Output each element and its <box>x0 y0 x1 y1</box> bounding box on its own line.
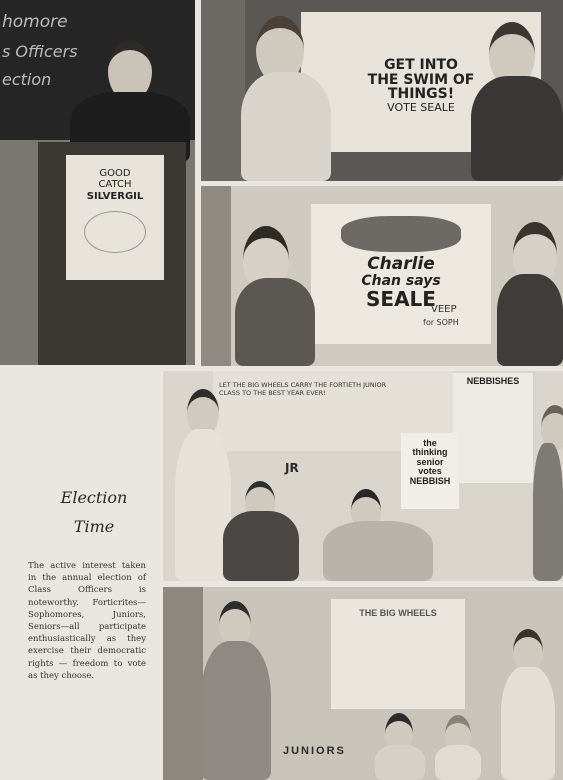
poster-line-get-into: GET INTO <box>384 57 458 73</box>
poster-side-for-soph: for SOPH <box>423 318 459 327</box>
girl-left-body <box>235 278 315 366</box>
nebbish-line-the: the <box>423 438 437 448</box>
caption-body: The active interest taken in the annual election of Class Officers is noteworthy. Forticrites—Sophomores, Juniors, Seniors—all participate enthusiastically as they exercise their democratic rights — freedom to vote as they choose. <box>28 561 146 681</box>
poster-line-silvergil: SILVERGIL <box>86 191 144 202</box>
girl-left-body <box>241 72 331 181</box>
caption-title-election: Election <box>60 488 128 507</box>
poster-side-veep: VEEP <box>431 304 457 315</box>
poster-line-charlie: Charlie <box>367 254 435 274</box>
nebbish-line-nebbish: NEBBISH <box>409 475 451 486</box>
girl-right-body <box>501 667 555 780</box>
boy-body <box>201 641 271 780</box>
girl-left-body <box>375 745 425 780</box>
big-wheels-title: THE BIG WHEELS <box>359 608 437 618</box>
charlie-chan-poster <box>311 204 491 344</box>
jr-badge: JR <box>285 461 299 475</box>
poster-line-seale: SEALE <box>366 286 436 311</box>
poster-line-good: GOOD <box>99 168 131 179</box>
nebbishes-poster <box>453 373 533 483</box>
photo-big-wheels <box>163 587 563 780</box>
nebbish-line-thinking: thinking <box>412 447 448 458</box>
nebbish-line-senior: senior <box>416 456 444 467</box>
nebbish-line-votes: votes <box>418 466 442 477</box>
photo-podium <box>0 0 195 365</box>
chalkboard-line-2: s Officers <box>2 42 78 61</box>
dragon-drawing <box>341 216 461 252</box>
chalkboard-line-3: ection <box>2 70 52 89</box>
podium-poster <box>66 155 164 280</box>
photo-charlie-chan <box>201 186 563 366</box>
window <box>201 186 231 366</box>
poster-line-swim: THE SWIM OF <box>367 71 475 88</box>
poster-line-chan-says: Chan says <box>361 272 441 289</box>
photo-swim-poster <box>201 0 563 181</box>
boy-middle-body <box>223 511 299 581</box>
chalkboard-line-1: homore <box>2 12 68 32</box>
girl-right-body <box>497 274 563 366</box>
wall <box>201 0 245 181</box>
caption-block <box>28 488 152 682</box>
fish-drawing <box>84 211 146 253</box>
girl-right-body <box>533 443 563 581</box>
poster-line-things: THINGS! <box>387 86 455 103</box>
wall <box>163 587 203 780</box>
nebbish-sign <box>401 433 459 509</box>
nebbishes-title: NEBBISHES <box>466 376 520 386</box>
boy-right-body <box>323 521 433 581</box>
girl-right-body <box>471 76 563 181</box>
photo-nebbish <box>163 371 563 581</box>
girl-middle-body <box>435 745 481 780</box>
big-wheels-poster <box>331 599 465 709</box>
juniors-banner: JUNIORS <box>283 745 346 757</box>
poster-line-catch: CATCH <box>98 178 132 190</box>
poster-line-vote: VOTE SEALE <box>387 101 455 115</box>
caption-title-time: Time <box>73 517 115 536</box>
junior-banner: LET THE BIG WHEELS CARRY THE FORTIETH JUNIOR CLASS TO THE BEST YEAR EVER! <box>219 381 387 397</box>
